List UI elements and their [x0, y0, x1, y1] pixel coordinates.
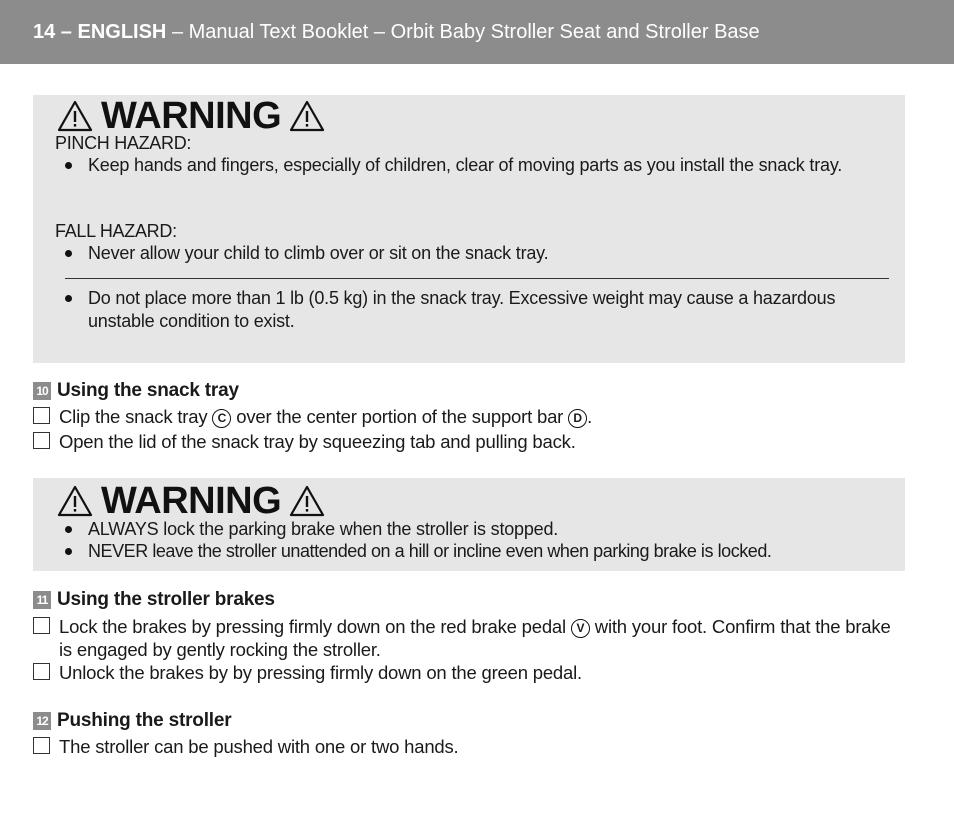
divider-line: [65, 278, 889, 279]
warning-title: [57, 95, 325, 137]
step-number-badge: 11: [33, 591, 51, 609]
pinch-hazard-bullet: Keep hands and fingers, especially of children, clear of moving parts as you install the snack tray.: [63, 154, 863, 177]
step-text: with your foot. Confirm that the brake is engaged by gently rocking the stroller.: [59, 616, 891, 660]
warning-box-snack-tray: [33, 95, 905, 363]
pushing-step-1: [33, 735, 893, 758]
checkbox[interactable]: [33, 737, 50, 754]
parking-brake-bullet: ALWAYS lock the parking brake when the stroller is stopped.: [63, 518, 903, 541]
warning-title-text: WARNING: [101, 94, 282, 137]
warning-triangle-icon: [289, 100, 325, 132]
snack-tray-step-1: [33, 405, 893, 428]
checkbox[interactable]: [33, 432, 50, 449]
section-title: Using the stroller brakes: [57, 589, 275, 610]
page-header: [0, 0, 954, 64]
page-section-label: 14 – ENGLISH: [33, 21, 167, 43]
warning-title-text: WARNING: [101, 479, 282, 522]
warning-triangle-icon: [57, 100, 93, 132]
step-text: Open the lid of the snack tray by squeezing tab and pulling back.: [59, 431, 576, 452]
step-number-badge: 12: [33, 712, 51, 730]
step-number-badge: 10: [33, 382, 51, 400]
header-subtitle: – Manual Text Booklet – Orbit Baby Stroller Seat and Stroller Base: [166, 21, 760, 43]
callout-d-icon: D: [568, 409, 587, 428]
section-title: Pushing the stroller: [57, 710, 232, 731]
section-heading-pushing: [33, 710, 231, 732]
warning-triangle-icon: [57, 485, 93, 517]
step-text: Clip the snack tray: [59, 406, 213, 427]
checkbox[interactable]: [33, 407, 50, 424]
section-heading-snack-tray: [33, 380, 239, 402]
step-text: Unlock the brakes by by pressing firmly down on the green pedal.: [59, 662, 582, 683]
warning-box-parking-brake: [33, 478, 905, 571]
step-text: The stroller can be pushed with one or two hands.: [59, 736, 459, 757]
step-text: Lock the brakes by pressing firmly down on the red brake pedal: [59, 616, 571, 637]
fall-hazard-bullet: Never allow your child to climb over or sit on the snack tray.: [63, 242, 863, 265]
warning-title: [57, 480, 325, 522]
step-text: .: [587, 406, 593, 427]
callout-c-icon: C: [212, 409, 231, 428]
step-text: over the center portion of the support bar: [231, 406, 569, 427]
brakes-step-1: [33, 615, 893, 661]
brakes-step-2: [33, 661, 893, 684]
checkbox[interactable]: [33, 617, 50, 634]
fall-hazard-label: FALL HAZARD:: [55, 221, 177, 241]
warning-triangle-icon: [289, 485, 325, 517]
snack-tray-step-2: [33, 430, 893, 453]
section-title: Using the snack tray: [57, 380, 239, 401]
incline-bullet: NEVER leave the stroller unattended on a hill or incline even when parking brake is locked.: [63, 540, 903, 563]
checkbox[interactable]: [33, 663, 50, 680]
weight-limit-bullet: Do not place more than 1 lb (0.5 kg) in the snack tray. Excessive weight may cause a hazardous unstable condition to exist.: [63, 287, 863, 333]
pinch-hazard-label: PINCH HAZARD:: [55, 133, 192, 153]
section-heading-brakes: [33, 589, 275, 611]
callout-v-icon: V: [571, 619, 590, 638]
